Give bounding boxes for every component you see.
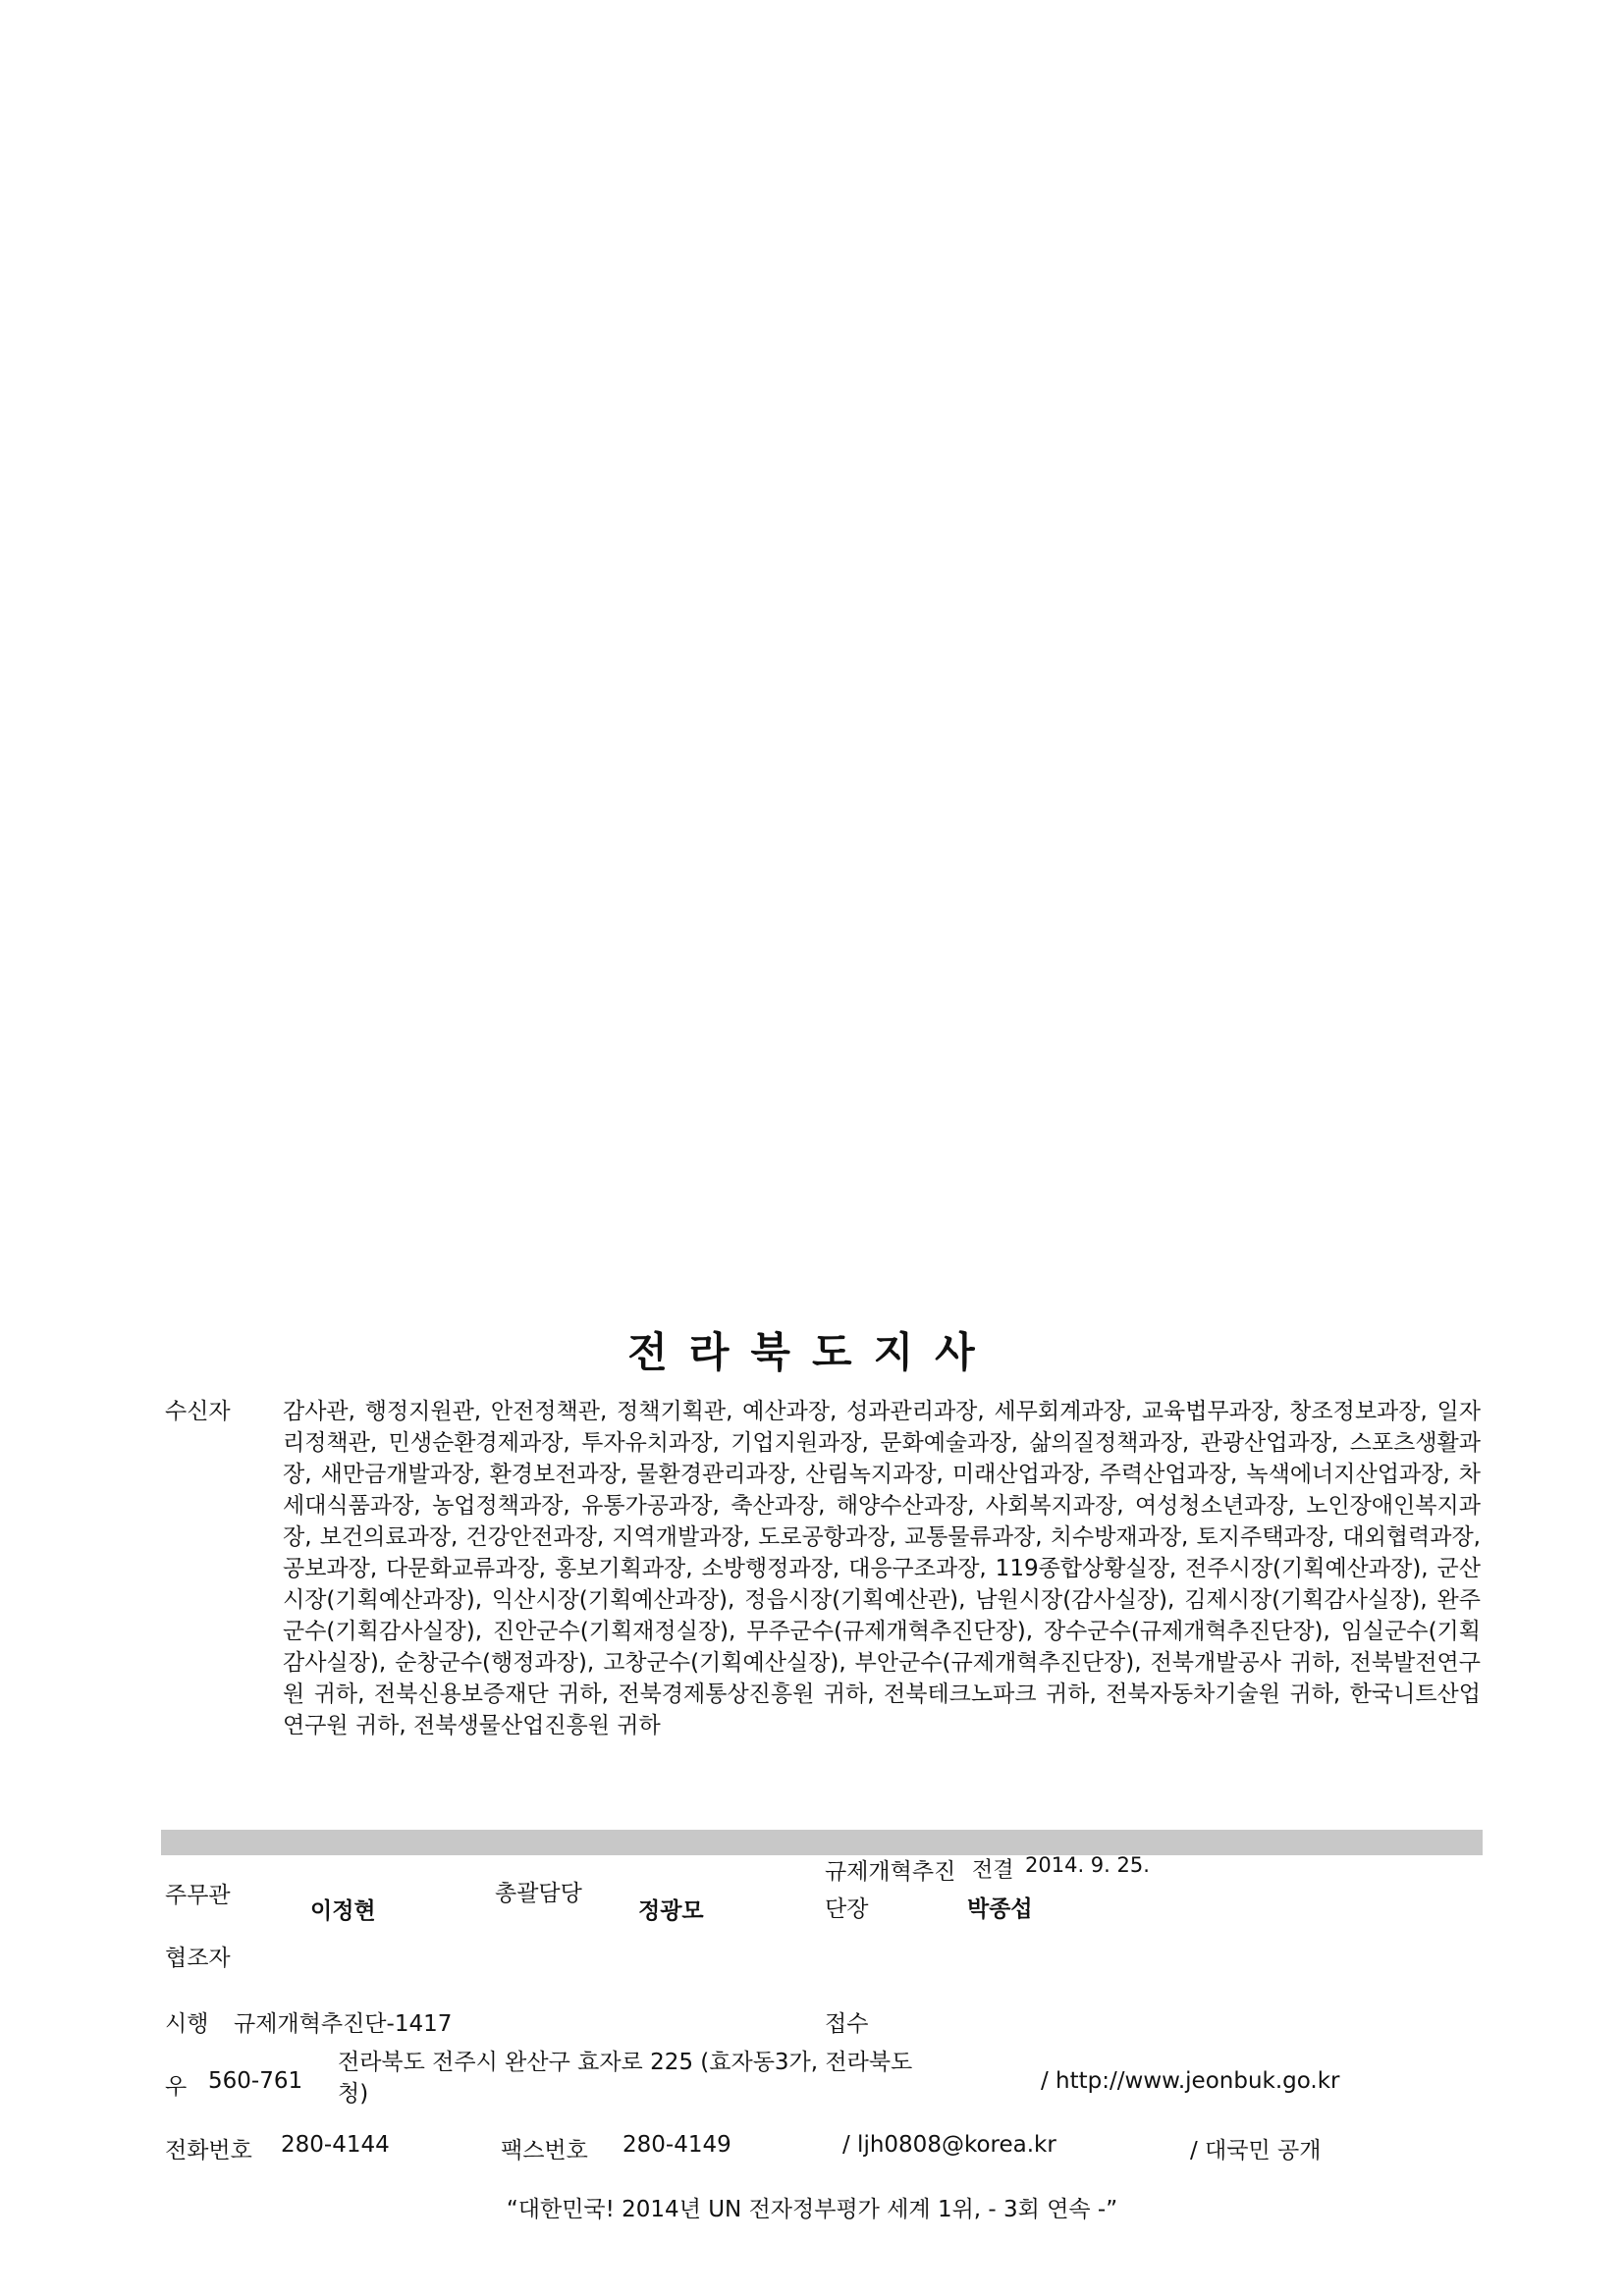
section-divider (161, 1830, 1483, 1855)
organization-title: 전라북도지사 (627, 1328, 997, 1376)
address-line1: 전라북도 전주시 완산구 효자로 225 (효자동3가, 전라북도 (338, 2050, 913, 2075)
cooperator-label: 협조자 (165, 1946, 231, 1971)
enforcement-label: 시행 (165, 2011, 209, 2037)
fax-number: 280-4149 (623, 2132, 731, 2158)
homepage-url: / http://www.jeonbuk.go.kr (1041, 2068, 1340, 2094)
phone-number: 280-4144 (281, 2132, 390, 2158)
head-label-line1: 규제개혁추진 (825, 1859, 956, 1885)
officer-label: 주무관 (165, 1883, 231, 1908)
phone-label: 전화번호 (165, 2138, 252, 2163)
receipt-label: 접수 (825, 2011, 869, 2037)
officer-name: 이정현 (310, 1898, 376, 1924)
manager-name: 정광모 (638, 1898, 704, 1924)
disclosure-status: / 대국민 공개 (1190, 2138, 1322, 2163)
email-address: / ljh0808@korea.kr (842, 2132, 1056, 2158)
recipients-label: 수신자 (165, 1399, 231, 1424)
enforcement-number: 규제개혁추진단-1417 (234, 2011, 453, 2037)
decision-prefix: 전결 (972, 1858, 1014, 1883)
recipients-list: 감사관, 행정지원관, 안전정책관, 정책기획관, 예산과장, 성과관리과장, 세무회계과장, 교육법무과장, 창조정보과장, 일자리정책관, 민생순환경제과장, 투자유치과장, 기업지원과장, 문화예술과장, 삶의질정책과장, 관광산업과장, 스포츠생활과장, 새만금개발과장, 환경보전과장, 물환경관리과장, 산림녹지과장, 미래산업과장, 주력산업과장, 녹색에너지산업과장, 차세대식품과장, 농업정책과장, 유통가공과장, 축산과장, 해양수산과장, 사회복지과장, 여성청소년과장, 노인장애인복지과장, 보건의료과장, 건강안전과장, 지역개발과장, 도로공항과장, 교통물류과장, 치수방재과장, 토지주택과장, 대외협력과장, 공보과장, 다문화교류과장, 홍보기획과장, 소방행정과장, 대응구조과장, 119종합상황실장, 전주시장(기획예산과장), 군산시장(기획예산과장), 익산시장(기획예산과장), 정읍시장(기획예산관), 남원시장(감사실장), 김제시장(기획감사실장), 완주군수(기획감사실장), 진안군수(기획재정실장), 무주군수(규제개혁추진단장), 장수군수(규제개혁추진단장), 임실군수(기획감사실장), 순창군수(행정과장), 고창군수(기획예산실장), 부안군수(규제개혁추진단장), 전북개발공사 귀하, 전북발전연구원 귀하, 전북신용보증재단 귀하, 전북경제통상진흥원 귀하, 전북테크노파크 귀하, 전북자동차기술원 귀하, 한국니트산업연구원 귀하, 전북생물산업진흥원 귀하 (283, 1399, 1481, 1738)
head-label-line2: 단장 (825, 1896, 869, 1922)
slogan: “대한민국! 2014년 UN 전자정부평가 세계 1위, - 3회 연속 -” (506, 2197, 1118, 2222)
head-name: 박종섭 (967, 1896, 1033, 1922)
decision-date: 2014. 9. 25. (1025, 1853, 1150, 1877)
manager-label: 총괄담당 (495, 1881, 582, 1906)
address-line2: 청) (338, 2081, 369, 2107)
postal-label: 우 (165, 2074, 188, 2100)
postal-code: 560-761 (208, 2068, 303, 2094)
fax-label: 팩스번호 (501, 2138, 588, 2163)
